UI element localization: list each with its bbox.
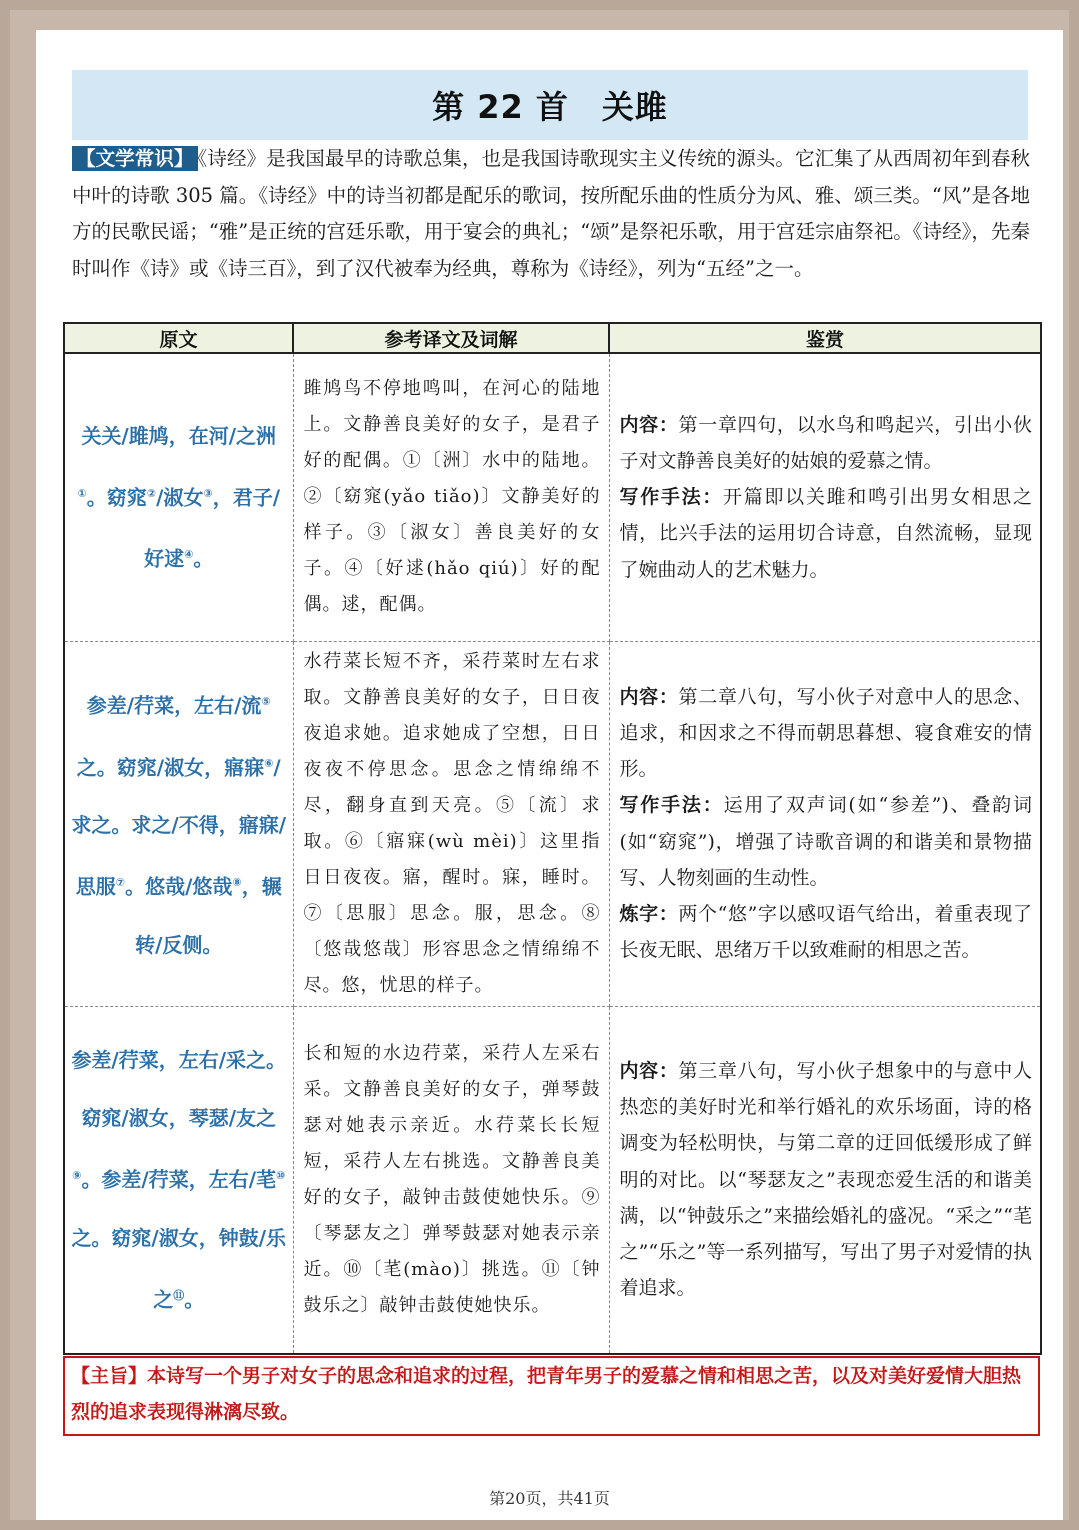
appreciation-paragraph xyxy=(620,1053,1033,1306)
footnote-mark: ⑨ xyxy=(72,1169,82,1183)
original-segment: ，辗转/反侧。 xyxy=(135,874,282,957)
appreciation-cell xyxy=(609,641,1041,1006)
original-cell xyxy=(64,1006,293,1354)
appreciation-body: 第一章四句，以水鸟和鸣起兴，引出小伙子对文静善良美好的姑娘的爱慕之情。 xyxy=(619,413,1032,472)
header-appreciation: 鉴赏 xyxy=(609,323,1041,353)
original-segment: ，君子/好逑 xyxy=(144,485,281,571)
appreciation-cell xyxy=(609,1006,1041,1354)
footnote-mark: ② xyxy=(146,486,157,500)
document-page xyxy=(36,30,1063,1520)
footnote-mark: ⑥ xyxy=(264,756,274,770)
header-original: 原文 xyxy=(64,323,293,353)
translation-text: 长和短的水边荇菜，采荇人左采右采。文静善良美好的女子，弹琴鼓瑟对她表示亲近。水荇菜长长短短，采荇人左右挑选。文静善良美好的女子，敲钟击鼓使她快乐。⑨〔琴瑟友之〕弹琴鼓瑟对她表示亲近。⑩〔芼(mào)〕挑选。⑪〔钟鼓乐之〕敲钟击鼓使她快乐。 xyxy=(303,1042,601,1316)
table-header-row xyxy=(64,323,1041,353)
footnote-mark: ③ xyxy=(203,486,213,500)
appreciation-label: 内容： xyxy=(619,685,679,708)
original-text xyxy=(65,407,293,588)
footnote-mark: ⑦ xyxy=(115,876,126,890)
appreciation-body: 开篇即以关雎和鸣引出男女相思之情，比兴手法的运用切合诗意，自然流畅，显现了婉曲动人的艺术魅力。 xyxy=(619,486,1032,581)
header-translation: 参考译文及词解 xyxy=(293,323,609,353)
appreciation-label: 内容： xyxy=(619,413,679,436)
appreciation-label: 写作手法： xyxy=(619,486,724,509)
appreciation-body: 两个“悠”字以感叹语气给出，着重表现了长夜无眠、思绪万千以致难耐的相思之苦。 xyxy=(619,902,1032,962)
appreciation-label: 炼字： xyxy=(619,902,679,925)
original-segment: 。窈窕 xyxy=(86,485,147,510)
translation-cell xyxy=(293,353,609,641)
appreciation-text xyxy=(610,1047,1041,1312)
appreciation-text xyxy=(610,401,1041,594)
appreciation-label: 写作手法： xyxy=(619,794,724,817)
original-cell xyxy=(64,353,293,641)
table-row xyxy=(64,1006,1041,1354)
footnote-mark: ⑪ xyxy=(173,1288,185,1302)
page-number: 第20页，共41页 xyxy=(489,1489,610,1508)
appreciation-paragraph xyxy=(620,787,1033,896)
page-frame xyxy=(10,10,1069,1520)
appreciation-paragraph xyxy=(620,679,1033,788)
footnote-mark: ① xyxy=(77,486,87,500)
appreciation-body: 第二章八句，写小伙子对意中人的思念、追求，和因求之不得而朝思暮想、寝食难安的情形。 xyxy=(619,685,1032,781)
appreciation-paragraph xyxy=(620,407,1033,479)
original-segment: /淑女 xyxy=(156,485,204,510)
original-segment: /求之。求之/不得，寤寐/思服 xyxy=(71,755,287,899)
footnote-mark: ④ xyxy=(184,548,194,562)
footnote-mark: ⑩ xyxy=(276,1169,286,1183)
appreciation-label: 内容： xyxy=(619,1060,679,1083)
original-segment: 。 xyxy=(184,1287,205,1312)
translation-cell xyxy=(293,641,609,1006)
original-segment: 。参差/荇菜，左右/芼 xyxy=(81,1167,277,1192)
original-text xyxy=(65,673,293,974)
translation-text: 雎鸠鸟不停地鸣叫，在河心的陆地上。文静善良美好的女子，是君子好的配偶。①〔洲〕水中的陆地。②〔窈窕(yǎo tiǎo)〕文静美好的样子。③〔淑女〕善良美好的女子。④〔好逑(hǎo qiú)〕好的配偶。逑，配偶。 xyxy=(303,378,601,616)
original-segment: 参差/荇菜，左右/流 xyxy=(86,693,262,718)
table-row xyxy=(64,353,1041,641)
page-title: 第 22 首 关雎 xyxy=(432,88,668,126)
original-segment: 。悠哉/悠哉 xyxy=(125,874,233,899)
appreciation-paragraph xyxy=(620,479,1033,588)
table-row xyxy=(64,641,1041,1006)
translation-cell xyxy=(293,1006,609,1354)
title-bar xyxy=(72,70,1028,140)
original-segment: 之。窈窕/淑女，钟鼓/乐之 xyxy=(71,1225,287,1312)
literary-knowledge-text: 《诗经》是我国最早的诗歌总集，也是我国诗歌现实主义传统的源头。它汇集了从西周初年到春秋中叶的诗歌 305 篇。《诗经》中的诗当初都是配乐的歌词，按所配乐曲的性质分为风、雅、颂三类。“风”是各地方的民歌民谣；“雅”是正统的宫廷乐歌，用于宴会的典礼；“颂”是祭祀乐歌，用于宫廷宗庙祭祀。《诗经》，先秦时叫作《诗》或《诗三百》，到了汉代被奉为经典，尊称为《诗经》，列为“五经”之一。 xyxy=(72,147,1030,280)
original-segment: 。 xyxy=(193,546,214,571)
footnote-mark: ⑤ xyxy=(261,695,271,709)
original-text xyxy=(65,1031,293,1328)
literary-knowledge-tag: 【文学常识】 xyxy=(72,146,198,171)
appreciation-body: 运用了双声词(如“参差”)、叠韵词(如“窈窕”)，增强了诗歌音调的和谐美和景物描写、人物刻画的生动性。 xyxy=(619,794,1032,889)
original-segment: 之。窈窕/淑女，寤寐 xyxy=(76,755,265,780)
appreciation-body: 第三章八句，写小伙子想象中的与意中人热恋的美好时光和举行婚礼的欢乐场面，诗的格调变为轻松明快，与第二章的迂回低缓形成了鲜明的对比。以“琴瑟友之”表现恋爱生活的和谐美满，以“钟鼓乐之”来描绘婚礼的盛况。“采之”“芼之”“乐之”等一系列描写，写出了男子对爱情的执着追求。 xyxy=(619,1060,1032,1300)
original-cell xyxy=(64,641,293,1006)
theme-box: 【主旨】本诗写一个男子对女子的思念和追求的过程，把青年男子的爱慕之情和相思之苦，以及对美好爱情大胆热烈的追求表现得淋漓尽致。 xyxy=(63,1356,1040,1436)
original-segment: 参差/荇菜，左右/采之。窈窕/淑女，琴瑟/友之 xyxy=(71,1048,287,1131)
poem-table xyxy=(63,322,1042,1355)
original-segment: 关关/雎鸠，在河/之洲 xyxy=(81,423,277,448)
appreciation-text xyxy=(610,673,1041,975)
translation-text: 水荇菜长短不齐，采荇菜时左右求取。文静善良美好的女子，日日夜夜追求她。追求她成了空想，日日夜夜不停思念。思念之情绵绵不尽，翻身直到天亮。⑤〔流〕求取。⑥〔寤寐(wù mèi)〕这里指日日夜夜。寤，醒时。寐，睡时。⑦〔思服〕思念。服，思念。⑧〔悠哉悠哉〕形容思念之情绵绵不尽。悠，忧思的样子。 xyxy=(303,650,601,996)
footnote-mark: ⑧ xyxy=(232,876,242,890)
appreciation-cell xyxy=(609,353,1041,641)
literary-knowledge xyxy=(72,141,1030,287)
appreciation-paragraph xyxy=(620,896,1033,968)
